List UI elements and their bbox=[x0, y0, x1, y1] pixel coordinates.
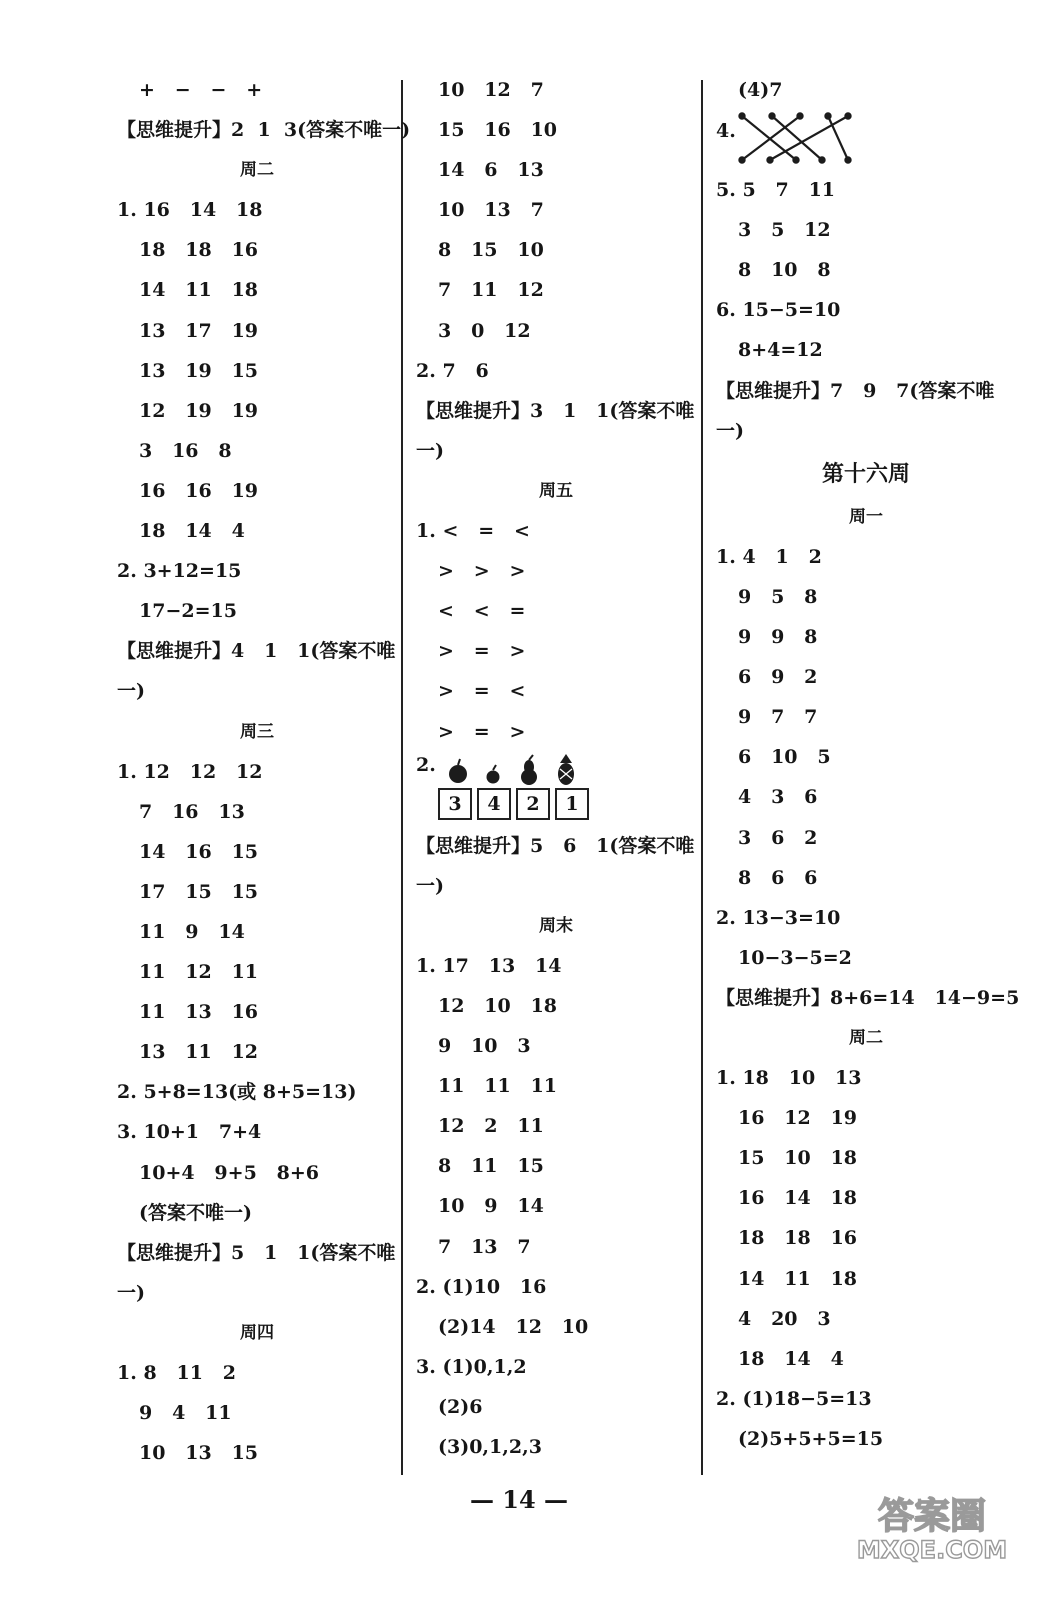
answer-line: (4)7 bbox=[738, 79, 783, 101]
answer-line: 14 16 15 bbox=[139, 840, 259, 863]
answer-line: 一) bbox=[117, 680, 145, 703]
answer-line: 18 18 16 bbox=[139, 239, 259, 262]
matching-lines-diagram bbox=[736, 110, 856, 168]
answer-line: 2. (1)18−5=13 bbox=[716, 1387, 872, 1410]
column-3-bottom-lines bbox=[716, 170, 1020, 1459]
answer-line: 17−2=15 bbox=[139, 600, 237, 623]
answer-line: 7 16 13 bbox=[139, 800, 245, 823]
answer-line: 2. 7 6 bbox=[416, 359, 489, 382]
answer-line: 18 14 4 bbox=[738, 1347, 844, 1370]
answer-line: 9 10 3 bbox=[438, 1035, 531, 1058]
answer-line: 9 9 8 bbox=[738, 626, 818, 649]
section-heading: 周一 bbox=[849, 506, 883, 527]
answer-line: + − − + bbox=[139, 79, 263, 101]
answer-line: 2. (1)10 16 bbox=[416, 1275, 547, 1298]
ranking-boxes bbox=[438, 788, 589, 820]
answer-line: 【思维提升】8+6=14 14−9=5 bbox=[716, 986, 1020, 1009]
answer-line: 2. 13−3=10 bbox=[716, 906, 841, 929]
answer-line: 一) bbox=[416, 874, 444, 897]
answer-line: (2)14 12 10 bbox=[438, 1315, 589, 1338]
answer-line: 12 19 19 bbox=[139, 399, 259, 422]
fruit-ordering-answer bbox=[416, 752, 696, 826]
section-heading: 周三 bbox=[240, 721, 274, 742]
section-heading: 周四 bbox=[240, 1322, 274, 1343]
answer-line: 11 11 11 bbox=[438, 1075, 558, 1098]
answer-line: 8 10 8 bbox=[738, 259, 831, 282]
answer-line: 【思维提升】4 1 1(答案不唯 bbox=[117, 640, 396, 663]
answer-line: 1. 12 12 12 bbox=[117, 760, 263, 783]
answer-line: 10 9 14 bbox=[438, 1195, 544, 1218]
section-heading: 第十六周 bbox=[821, 460, 910, 487]
svg-text:MXQE.COM: MXQE.COM bbox=[856, 1536, 1008, 1564]
answer-line: 18 18 16 bbox=[738, 1227, 858, 1250]
answer-line: > = > bbox=[438, 640, 526, 663]
answer-line: 1. < = < bbox=[416, 520, 530, 543]
matching-lines-answer bbox=[716, 110, 1016, 170]
answer-line: 1. 8 11 2 bbox=[117, 1362, 237, 1384]
answer-line: (2)5+5+5=15 bbox=[738, 1427, 884, 1450]
answer-line: 1. 18 10 13 bbox=[716, 1067, 862, 1090]
answer-line: 14 11 18 bbox=[139, 279, 259, 302]
item-number: 4. bbox=[716, 120, 736, 143]
column-2-top-lines bbox=[416, 70, 696, 752]
answer-line: 10 12 7 bbox=[438, 79, 544, 101]
answer-line: 2. 5+8=13(或 8+5=13) bbox=[117, 1081, 357, 1104]
ranking-box: 2 bbox=[516, 788, 550, 820]
answer-line: 一) bbox=[416, 439, 444, 462]
answer-line: 3. (1)0,1,2 bbox=[416, 1355, 527, 1378]
answer-line: 15 16 10 bbox=[438, 119, 558, 142]
answer-line: 【思维提升】7 9 7(答案不唯 bbox=[716, 379, 995, 402]
answer-line: 14 6 13 bbox=[438, 159, 544, 182]
answer-line: 14 11 18 bbox=[738, 1267, 858, 1290]
answer-line: 3 5 12 bbox=[738, 219, 831, 242]
answer-line: 10−3−5=2 bbox=[738, 946, 852, 969]
answer-line: 6 9 2 bbox=[738, 666, 818, 689]
answer-line: 4 3 6 bbox=[738, 786, 818, 809]
answer-line: 【思维提升】2 1 3(答案不唯一) bbox=[117, 119, 411, 142]
answer-line: 13 19 15 bbox=[139, 359, 259, 382]
answer-line: 一) bbox=[716, 419, 744, 442]
answer-line: > > > bbox=[438, 560, 526, 583]
answer-line: (3)0,1,2,3 bbox=[438, 1436, 542, 1458]
answer-line: 9 7 7 bbox=[738, 706, 818, 729]
answer-line: 一) bbox=[117, 1281, 145, 1304]
answer-line: 【思维提升】5 6 1(答案不唯 bbox=[416, 834, 695, 857]
answer-column-2 bbox=[416, 70, 696, 1467]
answer-line: 12 10 18 bbox=[438, 994, 558, 1017]
answer-line: 10+4 9+5 8+6 bbox=[139, 1161, 319, 1184]
answer-line: 【思维提升】5 1 1(答案不唯 bbox=[117, 1241, 396, 1264]
answer-column-1 bbox=[117, 70, 411, 1473]
apple-icon bbox=[449, 759, 467, 783]
section-heading: 周五 bbox=[539, 480, 573, 501]
answer-line: 9 4 11 bbox=[139, 1402, 232, 1425]
answer-line: 13 17 19 bbox=[139, 319, 259, 342]
answer-line: 10 13 15 bbox=[139, 1442, 259, 1465]
pear-icon bbox=[521, 755, 537, 785]
answer-line: < < = bbox=[438, 600, 526, 623]
answer-line: 16 12 19 bbox=[738, 1107, 858, 1130]
answer-line: 16 16 19 bbox=[139, 479, 259, 502]
answer-line: 2. 3+12=15 bbox=[117, 560, 242, 583]
answer-line: 12 2 11 bbox=[438, 1115, 544, 1138]
section-heading: 周二 bbox=[849, 1027, 883, 1048]
answer-line: > = < bbox=[438, 680, 526, 703]
column-2-bottom-lines bbox=[416, 826, 696, 1468]
answer-line: 7 11 12 bbox=[438, 279, 544, 302]
answer-line: 8 6 6 bbox=[738, 866, 818, 889]
answer-line: 4 20 3 bbox=[738, 1307, 831, 1330]
ranking-box: 1 bbox=[555, 788, 589, 820]
answer-line: 13 11 12 bbox=[139, 1041, 259, 1064]
fruit-icons bbox=[441, 752, 591, 786]
answer-line: 15 10 18 bbox=[738, 1147, 858, 1170]
page-number: — 14 — bbox=[469, 1485, 569, 1514]
answer-line: (答案不唯一) bbox=[139, 1201, 252, 1224]
ranking-box: 3 bbox=[438, 788, 472, 820]
answer-line: 5. 5 7 11 bbox=[716, 179, 836, 202]
answer-line: 7 13 7 bbox=[438, 1235, 531, 1258]
item-number: 2. bbox=[416, 753, 436, 776]
answer-line: 6. 15−5=10 bbox=[716, 299, 841, 322]
column-3-top-lines bbox=[716, 70, 1016, 110]
section-heading: 周末 bbox=[539, 915, 573, 936]
answer-line: 17 15 15 bbox=[139, 880, 259, 903]
column-divider-2 bbox=[701, 80, 703, 1475]
answer-line: 8+4=12 bbox=[738, 339, 823, 362]
answer-line: 16 14 18 bbox=[738, 1187, 858, 1210]
answer-line: 18 14 4 bbox=[139, 520, 245, 543]
answer-line: 3 16 8 bbox=[139, 439, 232, 462]
ranking-box: 4 bbox=[477, 788, 511, 820]
answer-line: 11 13 16 bbox=[139, 1001, 259, 1024]
answer-line: 3 6 2 bbox=[738, 826, 818, 849]
answer-line: 10 13 7 bbox=[438, 199, 544, 222]
answer-line: 1. 17 13 14 bbox=[416, 954, 562, 977]
answer-line: 3 0 12 bbox=[438, 319, 531, 342]
answer-line: 1. 16 14 18 bbox=[117, 199, 263, 222]
pineapple-icon bbox=[558, 754, 574, 785]
answer-line: 11 12 11 bbox=[139, 961, 259, 984]
peach-icon bbox=[487, 765, 500, 784]
answer-line: 11 9 14 bbox=[139, 920, 245, 943]
answer-line: 【思维提升】3 1 1(答案不唯 bbox=[416, 399, 695, 422]
answer-line: 8 15 10 bbox=[438, 239, 544, 262]
column-divider-1 bbox=[401, 80, 403, 1475]
answer-line: > = > bbox=[438, 720, 526, 743]
answer-line: 1. 4 1 2 bbox=[716, 545, 822, 568]
svg-text:答案圈: 答案圈 bbox=[877, 1496, 987, 1537]
section-heading: 周二 bbox=[240, 160, 274, 181]
answer-line: 6 10 5 bbox=[738, 746, 831, 769]
answer-line: 8 11 15 bbox=[438, 1155, 544, 1178]
answer-line: (2)6 bbox=[438, 1395, 483, 1418]
watermark-logo bbox=[845, 1490, 1020, 1565]
answer-column-3 bbox=[716, 70, 1020, 1459]
answer-line: 9 5 8 bbox=[738, 585, 818, 608]
answer-line: 3. 10+1 7+4 bbox=[117, 1121, 262, 1144]
